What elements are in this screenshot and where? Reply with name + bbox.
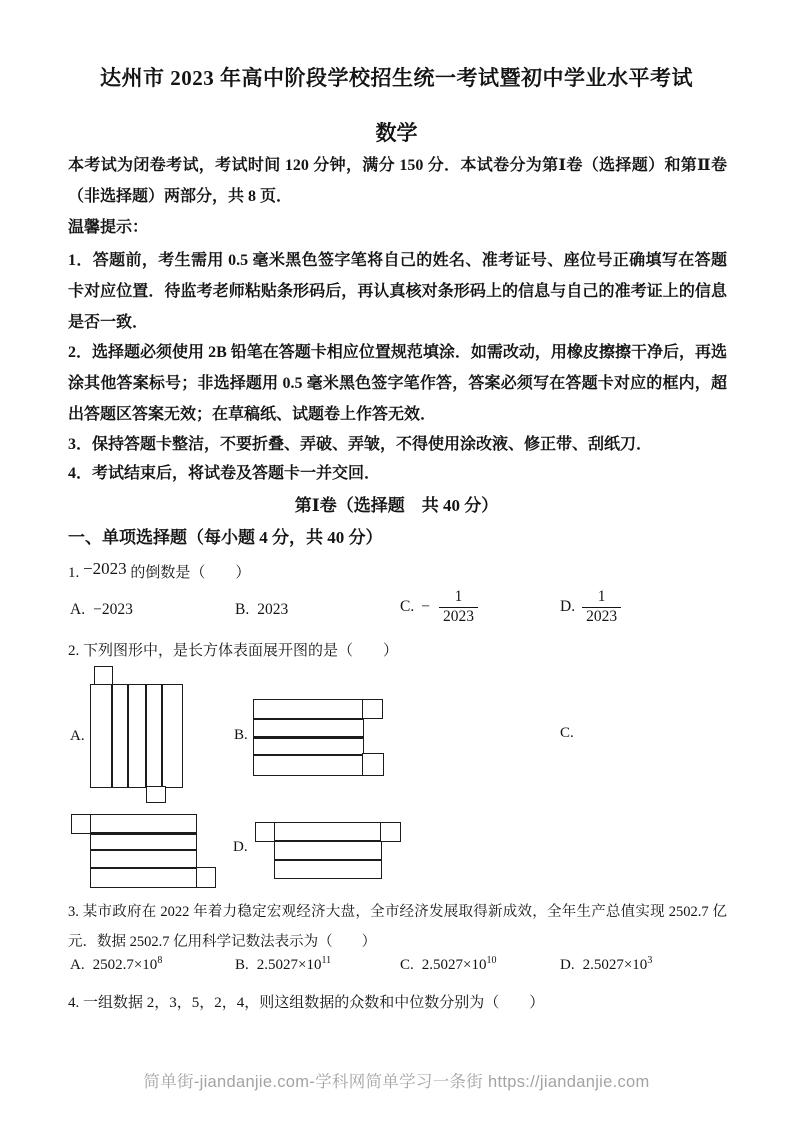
question-3-stem <box>68 897 727 957</box>
question-1-text: 的倒数是（ ） <box>130 565 251 581</box>
q1-option-d-denominator: 2023 <box>582 607 621 627</box>
q1-option-d <box>560 588 621 626</box>
q3-option-b <box>235 957 331 974</box>
q1-option-a <box>70 601 133 619</box>
question-2-number: 2. <box>68 643 80 659</box>
q2-option-b-label: B. <box>234 727 248 743</box>
q3-option-a-exponent: 8 <box>157 955 163 966</box>
question-3-number: 3. <box>68 904 79 920</box>
question-1-math: −2023 <box>83 559 127 578</box>
question-1-options <box>0 586 793 638</box>
q1-option-d-label: D. <box>560 598 576 616</box>
q3-option-a-base: 2502.7×10 <box>92 957 158 973</box>
net-figure-c-right-tab <box>196 867 216 888</box>
section-1-heading: 第Ⅰ卷（选择题 共 40 分） <box>294 496 499 515</box>
question-2-stem <box>68 639 398 660</box>
question-2-text: 下列图形中，是长方体表面展开图的是（ ） <box>83 643 399 659</box>
tip-item-3: 3．保持答题卡整洁，不要折叠、弄破、弄皱，不得使用涂改液、修正带、刮纸刀． <box>68 436 653 453</box>
part-1-heading: 一、单项选择题（每小题 4 分，共 40 分） <box>68 528 383 547</box>
question-3-text: 某市政府在 2022 年着力稳定宏观经济大盘，全市经济发展取得新成效，全年生产总值实现 2502.7 亿元．数据 2502.7 亿用科学记数法表示为（ ） <box>68 904 728 950</box>
net-figure-b-top-tab <box>362 699 383 719</box>
net-figure-d-left-tab <box>255 822 275 842</box>
q2-option-d-label: D. <box>233 839 248 855</box>
q3-option-a-label: A. <box>70 957 85 973</box>
question-1-stem <box>68 561 250 582</box>
subject-title: 数学 <box>375 121 418 145</box>
q3-option-c-base: 2.5027×10 <box>421 957 487 973</box>
q3-option-d <box>560 957 652 974</box>
q1-option-d-numerator: 1 <box>597 588 606 605</box>
question-2-figures <box>0 662 793 898</box>
q3-option-d-exponent: 3 <box>647 955 653 966</box>
tips-heading: 温馨提示： <box>68 219 149 236</box>
tip-item-2: 2．选择题必须使用 2B 铅笔在答题卡相应位置规范填涂．如需改动，用橡皮擦擦干净后，再选涂其他答案标号；非选择题用 0.5 毫米黑色签字笔作答，答案必须写在答题卡对应的框内，超出答题区答案无效；在草稿纸、试题卷上作答无效． <box>68 344 727 423</box>
q1-option-c-denominator: 2023 <box>439 607 478 627</box>
q3-option-b-base: 2.5027×10 <box>256 957 322 973</box>
q1-option-c-label: C. <box>400 598 415 616</box>
q1-option-c-sign: − <box>421 598 430 616</box>
footer-link[interactable]: 简单街-jiandanjie.com-学科网简单学习一条街 https://jiandanjie.com <box>143 1073 650 1091</box>
exam-intro: 本考试为闭卷考试，考试时间 120 分钟，满分 150 分．本试卷分为第Ⅰ卷（选择题）和第Ⅱ卷（非选择题）两部分，共 8 页． <box>68 157 727 205</box>
question-4-text: 一组数据 2，3，5，2，4，则这组数据的众数和中位数分别为（ ） <box>83 995 545 1011</box>
tip-item-4: 4．考试结束后，将试卷及答题卡一并交回． <box>68 465 381 482</box>
net-figure-a-top-tab <box>94 666 113 686</box>
net-figure-d-body <box>274 822 382 879</box>
question-3-options <box>0 957 793 983</box>
question-1-number: 1. <box>68 565 80 581</box>
question-4-number: 4. <box>68 995 80 1011</box>
net-figure-a-bottom-tab <box>146 786 166 803</box>
net-figure-c-body <box>90 814 197 888</box>
q1-option-a-label: A. <box>70 601 86 618</box>
q3-option-c-exponent: 10 <box>486 955 497 966</box>
net-figure-b-body <box>253 699 364 776</box>
net-figure-d-right-tab <box>380 822 401 842</box>
q3-option-a <box>70 957 162 974</box>
question-4-stem <box>68 991 544 1012</box>
q2-option-a-label: A. <box>70 728 85 744</box>
q3-option-c <box>400 957 496 974</box>
q1-option-c-fraction <box>439 588 478 626</box>
q3-option-b-label: B. <box>235 957 249 973</box>
q1-option-d-fraction <box>582 588 621 626</box>
page-title: 达州市 2023 年高中阶段学校招生统一考试暨初中学业水平考试 <box>100 66 693 90</box>
q1-option-b-value: 2023 <box>257 601 289 618</box>
q1-option-a-value: −2023 <box>93 601 133 618</box>
q3-option-d-base: 2.5027×10 <box>582 957 648 973</box>
q1-option-b-label: B. <box>235 601 250 618</box>
q1-option-c <box>400 588 478 626</box>
q1-option-b <box>235 601 288 619</box>
net-figure-c-left-tab <box>71 814 92 834</box>
q1-option-c-numerator: 1 <box>454 588 463 605</box>
net-figure-b-bottom-tab <box>362 753 384 776</box>
q3-option-d-label: D. <box>560 957 575 973</box>
q3-option-b-exponent: 11 <box>321 955 332 966</box>
tip-item-1: 1．答题前，考生需用 0.5 毫米黑色签字笔将自己的姓名、准考证号、座位号正确填写在答题卡对应位置．待监考老师粘贴条形码后，再认真核对条形码上的信息与自己的准考证上的信息是否一致． <box>68 252 727 331</box>
q3-option-c-label: C. <box>400 957 414 973</box>
q2-option-c-label: C. <box>560 725 574 741</box>
net-figure-a-body <box>90 684 183 788</box>
footer-watermark <box>0 1068 793 1092</box>
